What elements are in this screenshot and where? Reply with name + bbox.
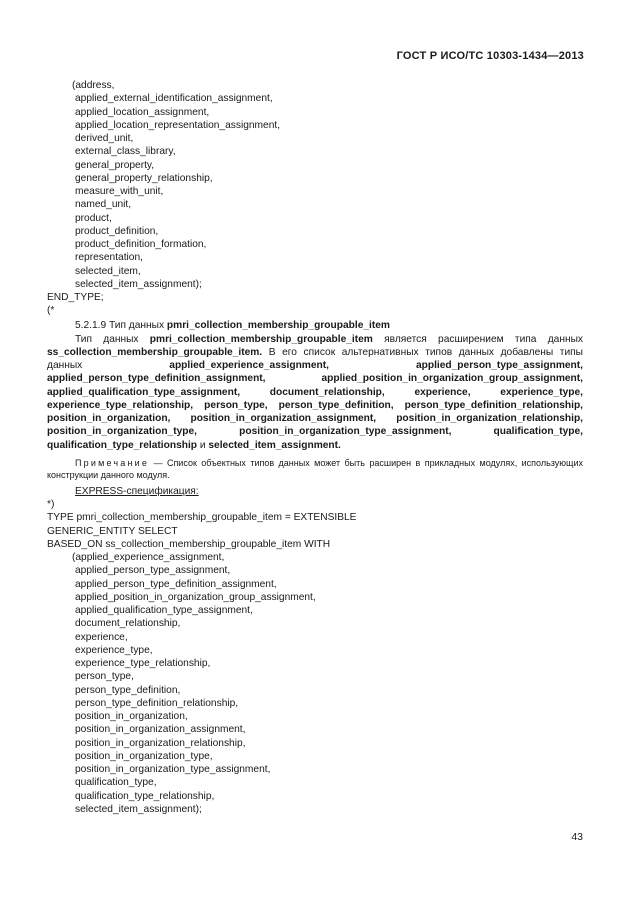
para-bold-3: applied_experience_assignment, applied_person_type_assignment, applied_person_type_definition_assignment, applied_position_in_organization_group_assignment, applied_qualification_type_assignment, document_relationship, experience, experience_type, experience_type_relationship, person_type, person_type_definition, person_type_definition_relationship, position_in_organization, position_in_organization_assignment, position_in_organization_relationship, position_in_organization_type, position_in_organization_type_assignment, qualification_type, qualification_type_relationship [47,360,583,451]
description-paragraph [47,333,583,452]
list1-open: (address, [72,80,115,91]
code-list-item: named_unit, [75,199,132,211]
section-number: 5.2.1.9 Тип данных [75,319,165,331]
para-text-3: В его список альтернативных типов данных добавлены типы данных [47,346,583,371]
code-list-item: applied_position_in_organization_group_assignment, [75,591,316,603]
code-list-item: selected_item_assignment); [75,278,202,290]
code-list-item: document_relationship, [75,618,181,630]
code-list-item: person_type_definition, [75,684,181,696]
code-list-item: applied_location_assignment, [75,106,210,118]
express-open: (applied_experience_assignment, [72,552,225,563]
para-bold-4: selected_item_assignment. [208,439,341,451]
comment-open-line: (* [47,305,55,317]
code-list-item: selected_item_assignment); [75,803,202,815]
note-label: Примечание [75,457,150,468]
code-list-item: position_in_organization_type, [75,750,213,762]
code-list-item: measure_with_unit, [75,186,164,197]
end-type-line: END_TYPE; [47,292,104,303]
express-label [47,485,583,498]
code-list-item: experience_type, [75,644,153,656]
section-heading [47,319,583,333]
select-line: GENERIC_ENTITY SELECT [47,525,178,537]
code-list-item: position_in_organization_type_assignment, [75,764,271,775]
note-text: — Список объектных типов данных может быть расширен в прикладных модулях, использующих конструкции данного модуля. [47,457,583,480]
para-text-2: является расширением типа данных [372,333,583,345]
code-list-item: general_property_relationship, [75,172,213,184]
standard-header: ГОСТ Р ИСО/ТС 10303-1434—2013 [396,50,584,62]
code-list-item: representation, [75,252,143,264]
code-list-item: person_type, [75,671,134,683]
code-list-item: external_class_library, [75,146,176,158]
code-list-item: experience, [75,631,128,643]
code-list-item: selected_item, [75,265,141,277]
code-list-item: product_definition_formation, [75,239,207,250]
based-on-line: BASED_ON ss_collection_membership_groupable_item WITH [47,538,331,550]
list1-items [47,92,583,291]
code-list-item: applied_external_identification_assignment, [75,93,273,105]
code-list-item: derived_unit, [75,133,134,144]
code-list-item: person_type_definition_relationship, [75,697,239,709]
code-list-item: product_definition, [75,225,159,237]
code-list-item: applied_qualification_type_assignment, [75,605,253,616]
para-text-4: и [197,439,209,451]
para-bold-2: ss_collection_membership_groupable_item. [47,346,263,358]
type-line: TYPE pmri_collection_membership_groupable_item = EXTENSIBLE [47,512,357,524]
page-number: 43 [571,831,583,843]
code-list-item: general_property, [75,159,155,171]
express-items [47,564,583,816]
comment-close-line: *) [47,499,55,510]
code-list-item: applied_person_type_assignment, [75,565,231,577]
note-paragraph [47,457,583,481]
code-list-item: applied_location_representation_assignment, [75,119,281,131]
code-list-item: applied_person_type_definition_assignment, [75,578,277,590]
code-list-item: position_in_organization, [75,711,188,722]
page-content [47,79,583,816]
code-list-item: position_in_organization_assignment, [75,724,246,736]
para-bold-1: pmri_collection_membership_groupable_item [149,333,373,345]
code-list-item: qualification_type_relationship, [75,790,215,802]
code-list-item: experience_type_relationship, [75,658,211,669]
code-list-item: product, [75,212,112,224]
para-text-1: Тип данных [75,333,150,345]
code-list-item: qualification_type, [75,777,157,789]
express-label-text: EXPRESS-спецификация: [75,485,199,497]
section-name: pmri_collection_membership_groupable_item [166,319,390,331]
code-list-item: position_in_organization_relationship, [75,737,246,749]
